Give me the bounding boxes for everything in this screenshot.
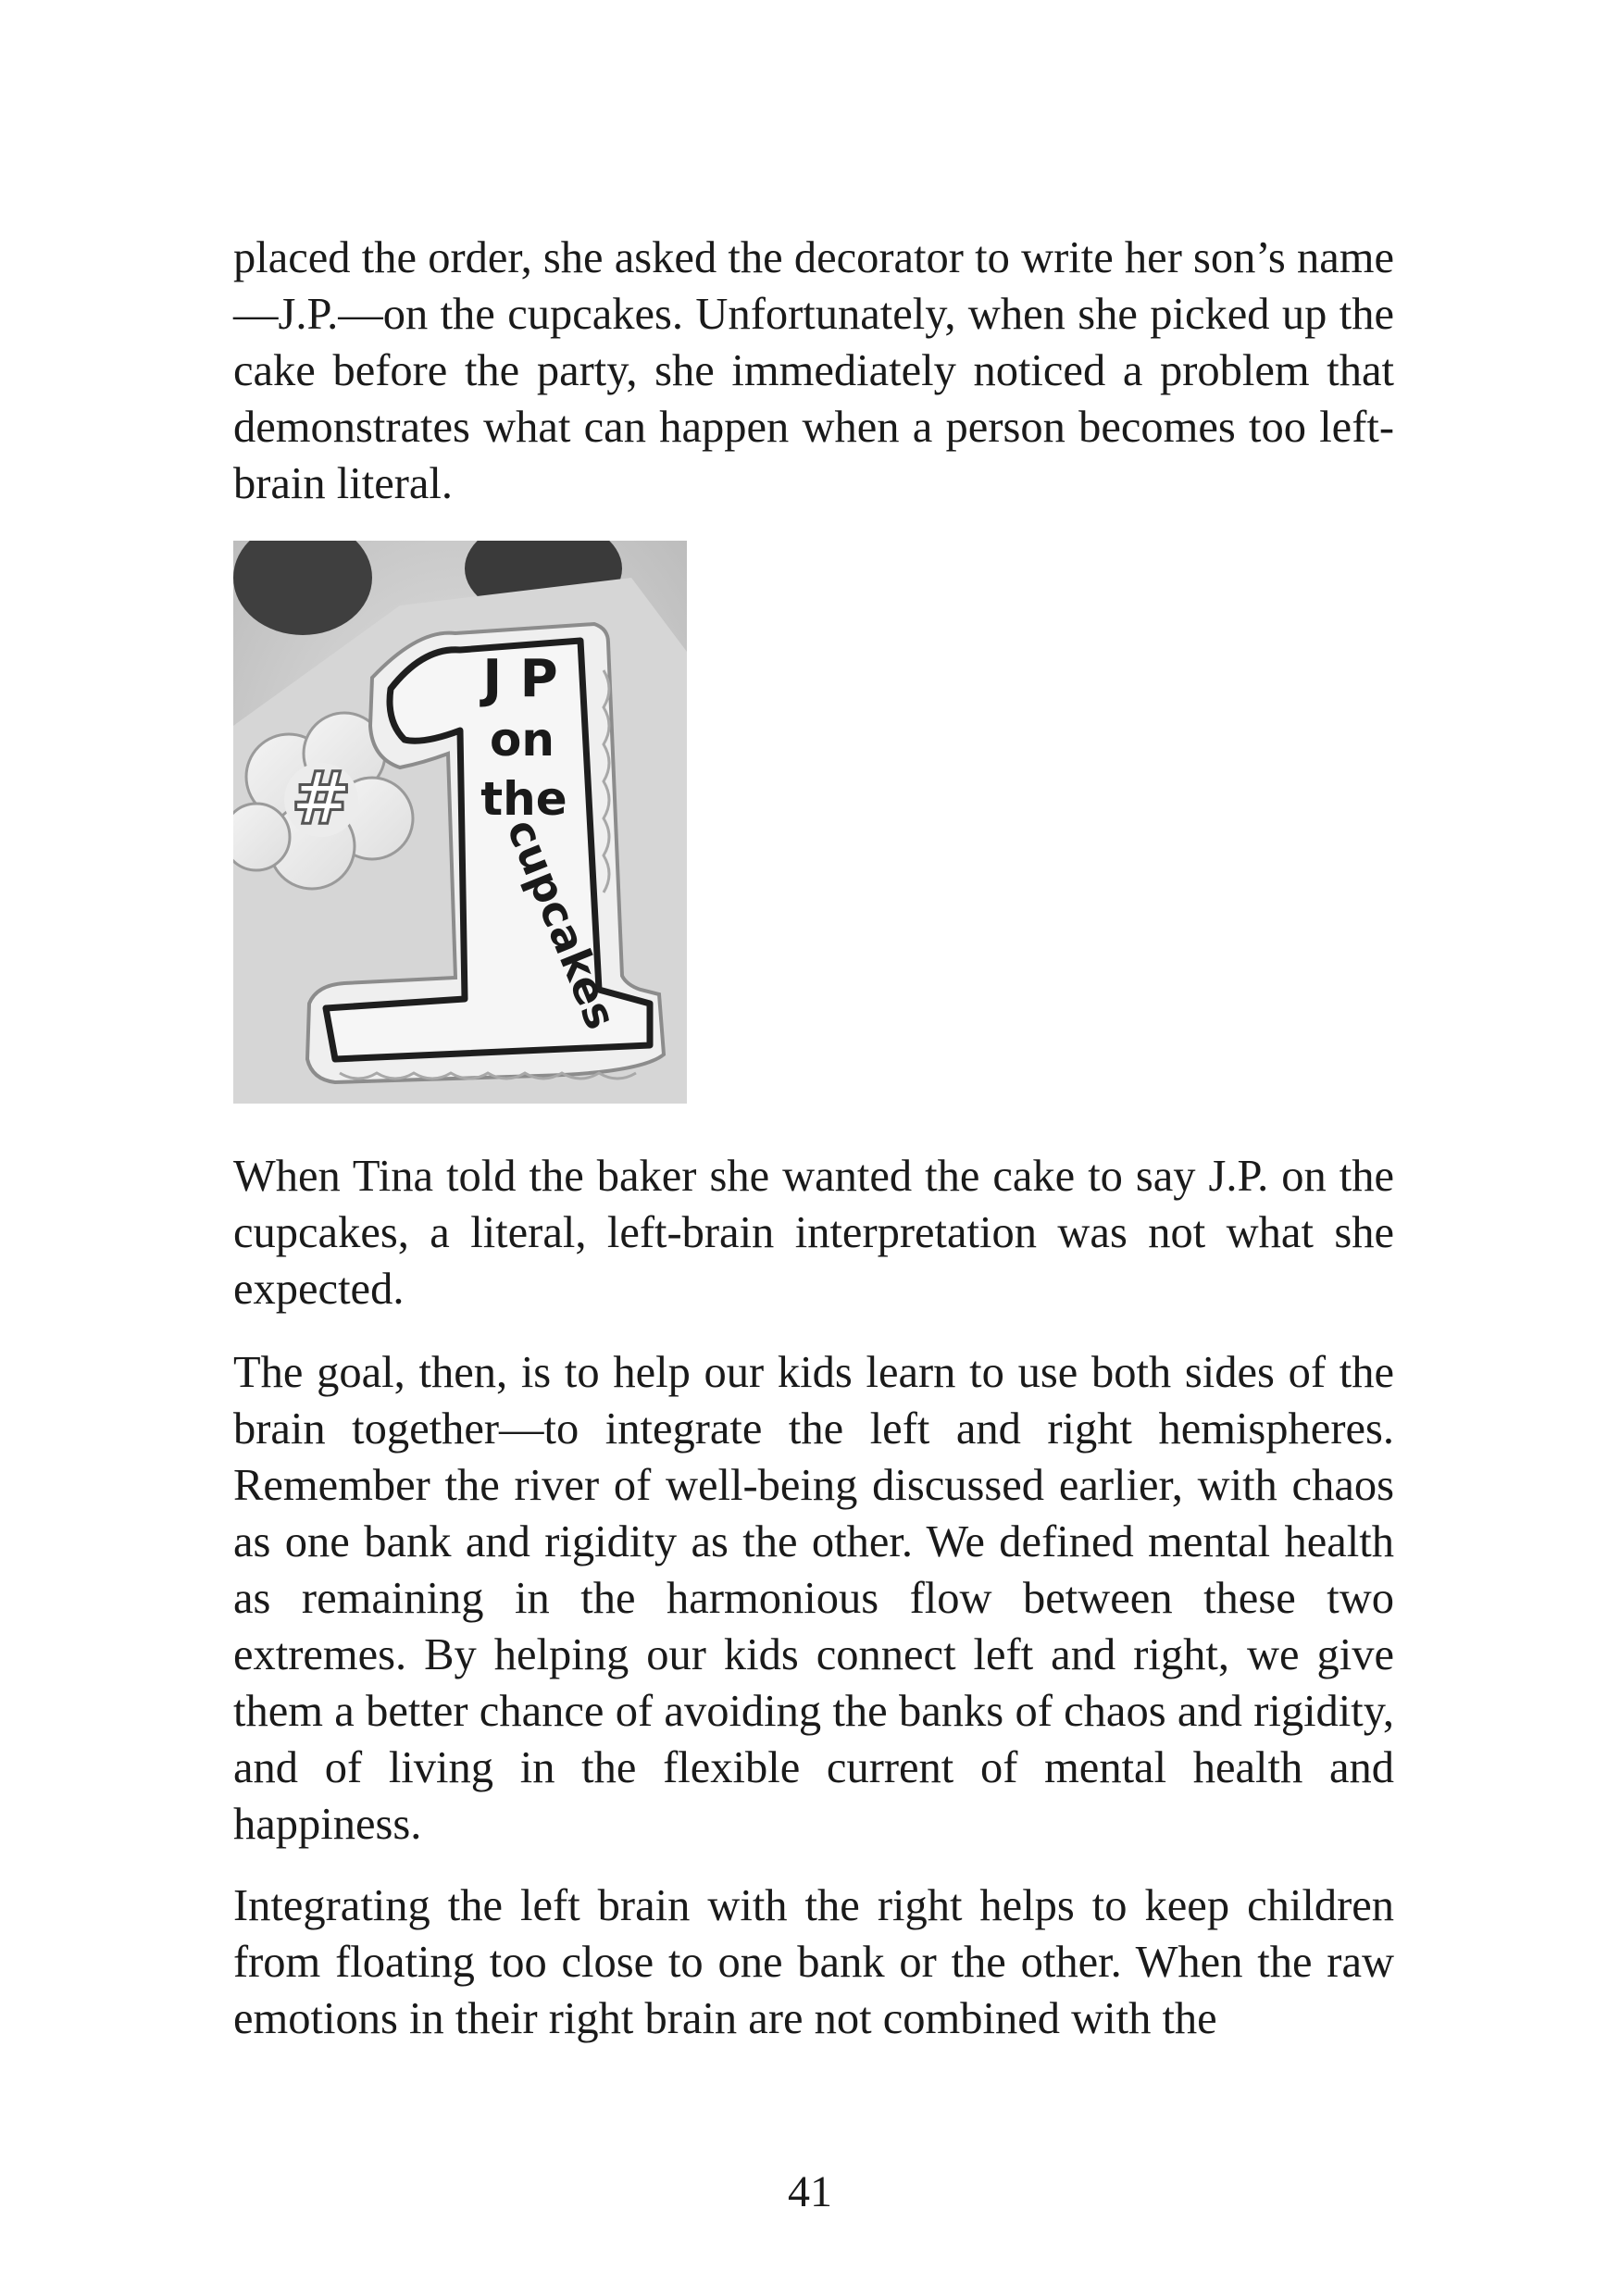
page-number: 41 — [788, 2167, 832, 2216]
paragraph-caption: When Tina told the baker she wanted the cake to say J.P. on the cupcakes, a literal, left-brain interpretation was not what she expected. — [233, 1152, 1394, 1314]
cake-text-cupcakes: cupcakes — [497, 812, 627, 1037]
hash-symbol: # — [291, 757, 352, 841]
paragraph-integrating: Integrating the left brain with the right helps to keep children from floating too close to one bank or the other. When the raw emotions in their right brain are not combined with the — [233, 1881, 1394, 2043]
paragraph-intro: placed the order, she asked the decorator to write her son’s name—J.P.—on the cupcakes. Unfortunately, when she picked up the cake before the party, she immediately noticed a problem that demonstrates what can happen when a person becomes too left-brain literal. — [233, 233, 1394, 508]
cake-text-the: the — [480, 772, 567, 826]
cake-photo — [233, 541, 687, 1104]
paragraph-goal: The goal, then, is to help our kids learn to use both sides of the brain together—to integrate the left and right hemispheres. Remember the river of well-being discussed earlier, with chaos as one bank and rigidity as the other. We defined mental health as remaining in the harmonious flow between these two extremes. By helping our kids connect left and right, we give them a better chance of avoiding the banks of chaos and rigidity, and of living in the flexible current of mental health and happiness. — [233, 1348, 1394, 1849]
cake-text-jp: J P — [482, 649, 558, 709]
cake-text-on: on — [490, 713, 555, 767]
cake-illustration — [233, 541, 687, 1104]
